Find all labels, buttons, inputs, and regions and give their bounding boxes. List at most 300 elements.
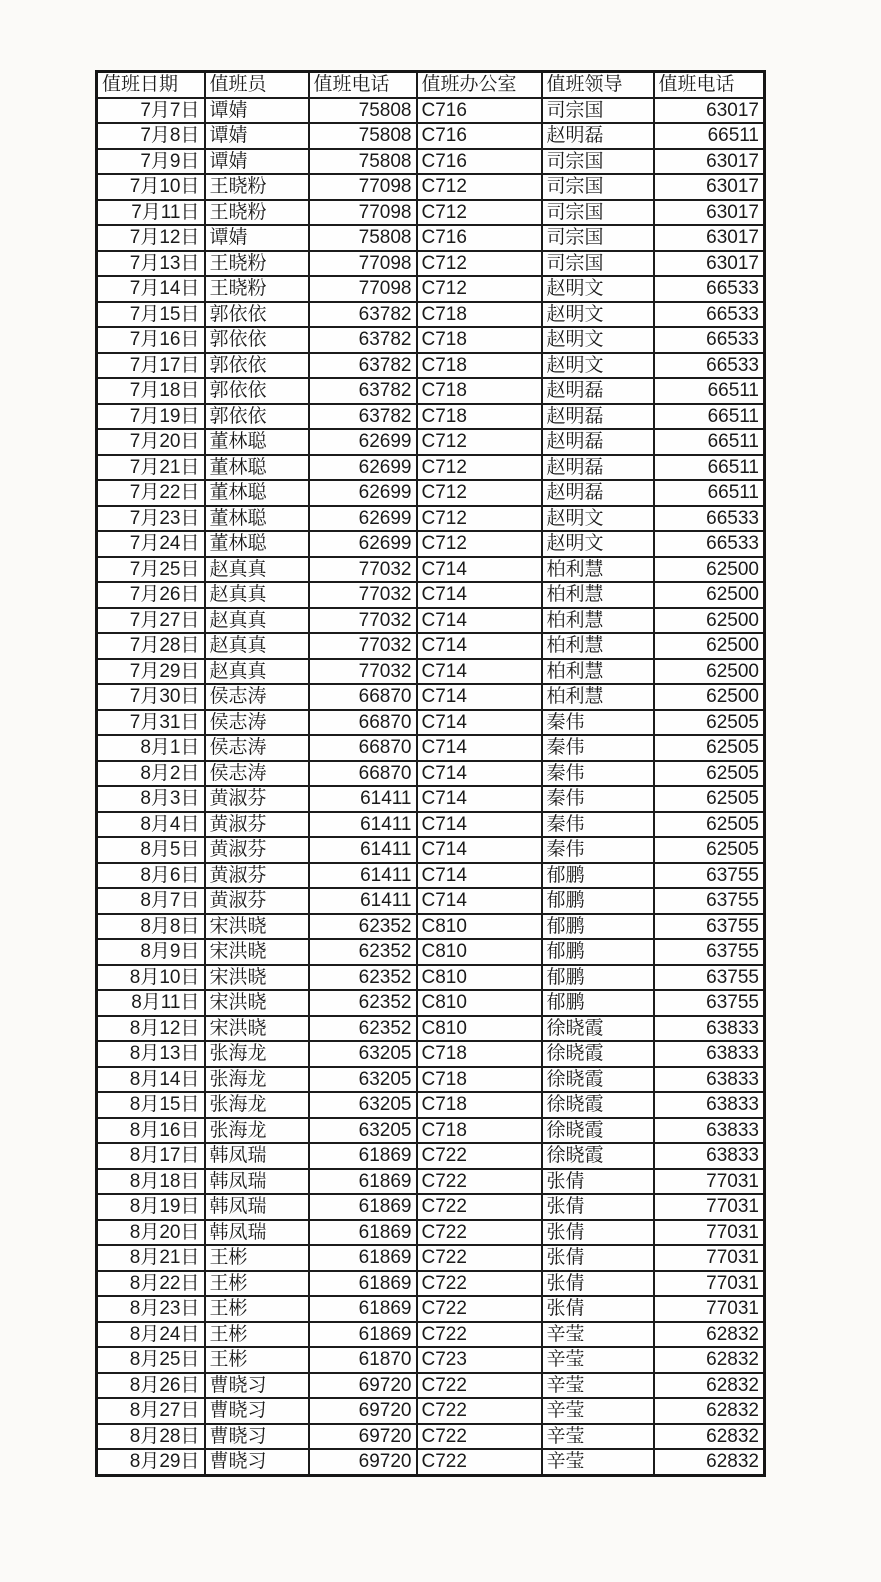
cell-person-phone: 62699 (309, 455, 417, 481)
cell-duty-office: C810 (417, 939, 542, 965)
cell-person-phone: 63205 (309, 1092, 417, 1118)
cell-duty-office: C722 (417, 1424, 542, 1450)
cell-person-phone: 61869 (309, 1169, 417, 1195)
cell-duty-leader: 秦伟 (542, 735, 654, 761)
cell-person-phone: 66870 (309, 710, 417, 736)
header-duty-office: 值班办公室 (417, 72, 542, 98)
cell-duty-date: 8月25日 (97, 1347, 205, 1373)
cell-duty-person: 赵真真 (205, 557, 309, 583)
cell-duty-person: 黄淑芬 (205, 863, 309, 889)
cell-person-phone: 62352 (309, 1016, 417, 1042)
cell-leader-phone: 63833 (654, 1118, 765, 1144)
cell-duty-leader: 秦伟 (542, 761, 654, 787)
cell-duty-date: 8月22日 (97, 1271, 205, 1297)
cell-person-phone: 75808 (309, 149, 417, 175)
cell-person-phone: 61869 (309, 1220, 417, 1246)
cell-leader-phone: 77031 (654, 1245, 765, 1271)
cell-leader-phone: 62832 (654, 1373, 765, 1399)
cell-duty-office: C714 (417, 710, 542, 736)
table-row (97, 200, 765, 226)
cell-duty-leader: 司宗国 (542, 149, 654, 175)
cell-duty-leader: 柏利慧 (542, 684, 654, 710)
cell-duty-person: 黄淑芬 (205, 888, 309, 914)
cell-leader-phone: 62505 (654, 735, 765, 761)
cell-duty-leader: 柏利慧 (542, 582, 654, 608)
cell-person-phone: 61869 (309, 1296, 417, 1322)
cell-duty-office: C712 (417, 251, 542, 277)
cell-duty-person: 宋洪晓 (205, 914, 309, 940)
cell-leader-phone: 66511 (654, 123, 765, 149)
cell-duty-leader: 柏利慧 (542, 557, 654, 583)
cell-leader-phone: 62832 (654, 1424, 765, 1450)
table-row (97, 608, 765, 634)
cell-duty-office: C718 (417, 404, 542, 430)
header-person-phone: 值班电话 (309, 72, 417, 98)
table-row (97, 404, 765, 430)
cell-duty-leader: 秦伟 (542, 812, 654, 838)
cell-duty-date: 7月16日 (97, 327, 205, 353)
table-row (97, 557, 765, 583)
table-row (97, 251, 765, 277)
cell-duty-office: C722 (417, 1322, 542, 1348)
cell-duty-date: 8月10日 (97, 965, 205, 991)
cell-person-phone: 66870 (309, 684, 417, 710)
cell-leader-phone: 77031 (654, 1194, 765, 1220)
cell-duty-leader: 徐晓霞 (542, 1041, 654, 1067)
cell-duty-date: 7月15日 (97, 302, 205, 328)
cell-duty-office: C810 (417, 1016, 542, 1042)
cell-duty-person: 张海龙 (205, 1067, 309, 1093)
cell-duty-office: C722 (417, 1143, 542, 1169)
cell-leader-phone: 63755 (654, 965, 765, 991)
cell-duty-office: C718 (417, 1118, 542, 1144)
cell-person-phone: 62699 (309, 506, 417, 532)
cell-duty-date: 8月2日 (97, 761, 205, 787)
cell-duty-date: 8月29日 (97, 1449, 205, 1475)
cell-duty-date: 8月14日 (97, 1067, 205, 1093)
cell-person-phone: 77032 (309, 633, 417, 659)
cell-duty-person: 侯志涛 (205, 761, 309, 787)
cell-duty-office: C714 (417, 786, 542, 812)
cell-duty-office: C718 (417, 353, 542, 379)
cell-duty-date: 8月26日 (97, 1373, 205, 1399)
cell-leader-phone: 63833 (654, 1143, 765, 1169)
cell-duty-leader: 郁鹏 (542, 863, 654, 889)
cell-duty-leader: 徐晓霞 (542, 1067, 654, 1093)
cell-duty-office: C712 (417, 506, 542, 532)
cell-person-phone: 61411 (309, 888, 417, 914)
cell-person-phone: 61870 (309, 1347, 417, 1373)
cell-person-phone: 61869 (309, 1271, 417, 1297)
cell-duty-person: 黄淑芬 (205, 786, 309, 812)
cell-leader-phone: 63833 (654, 1041, 765, 1067)
table-row (97, 837, 765, 863)
cell-duty-office: C723 (417, 1347, 542, 1373)
cell-duty-leader: 赵明文 (542, 302, 654, 328)
cell-leader-phone: 77031 (654, 1296, 765, 1322)
cell-leader-phone: 62500 (654, 659, 765, 685)
cell-person-phone: 75808 (309, 98, 417, 124)
cell-duty-leader: 郁鹏 (542, 939, 654, 965)
header-duty-leader: 值班领导 (542, 72, 654, 98)
cell-leader-phone: 63017 (654, 225, 765, 251)
cell-duty-leader: 张倩 (542, 1245, 654, 1271)
cell-duty-date: 8月16日 (97, 1118, 205, 1144)
cell-duty-person: 曹晓习 (205, 1398, 309, 1424)
cell-duty-leader: 郁鹏 (542, 965, 654, 991)
header-leader-phone: 值班电话 (654, 72, 765, 98)
cell-duty-date: 7月26日 (97, 582, 205, 608)
cell-duty-office: C714 (417, 633, 542, 659)
table-row (97, 888, 765, 914)
cell-duty-leader: 张倩 (542, 1220, 654, 1246)
cell-leader-phone: 63017 (654, 174, 765, 200)
cell-leader-phone: 62832 (654, 1322, 765, 1348)
table-row (97, 327, 765, 353)
cell-person-phone: 61411 (309, 786, 417, 812)
cell-duty-office: C716 (417, 149, 542, 175)
cell-duty-person: 谭婧 (205, 149, 309, 175)
cell-duty-person: 王晓粉 (205, 251, 309, 277)
table-row (97, 531, 765, 557)
cell-duty-date: 8月3日 (97, 786, 205, 812)
cell-duty-office: C718 (417, 1041, 542, 1067)
cell-duty-person: 董林聪 (205, 455, 309, 481)
cell-duty-leader: 秦伟 (542, 786, 654, 812)
cell-duty-date: 8月11日 (97, 990, 205, 1016)
cell-person-phone: 63782 (309, 327, 417, 353)
table-row (97, 1271, 765, 1297)
cell-duty-date: 8月1日 (97, 735, 205, 761)
cell-leader-phone: 62505 (654, 837, 765, 863)
table-row (97, 1245, 765, 1271)
cell-person-phone: 61869 (309, 1143, 417, 1169)
cell-duty-leader: 司宗国 (542, 251, 654, 277)
cell-duty-date: 7月29日 (97, 659, 205, 685)
cell-person-phone: 61869 (309, 1245, 417, 1271)
cell-leader-phone: 63017 (654, 149, 765, 175)
cell-duty-date: 8月28日 (97, 1424, 205, 1450)
cell-duty-office: C714 (417, 735, 542, 761)
cell-leader-phone: 77031 (654, 1220, 765, 1246)
table-row (97, 863, 765, 889)
cell-duty-person: 王彬 (205, 1296, 309, 1322)
cell-duty-person: 韩凤瑞 (205, 1169, 309, 1195)
cell-person-phone: 69720 (309, 1424, 417, 1450)
table-row (97, 1220, 765, 1246)
cell-duty-leader: 赵明磊 (542, 429, 654, 455)
cell-person-phone: 69720 (309, 1449, 417, 1475)
cell-leader-phone: 77031 (654, 1169, 765, 1195)
cell-duty-leader: 赵明磊 (542, 455, 654, 481)
cell-leader-phone: 63755 (654, 990, 765, 1016)
cell-duty-date: 8月6日 (97, 863, 205, 889)
cell-leader-phone: 66533 (654, 353, 765, 379)
cell-leader-phone: 66533 (654, 506, 765, 532)
cell-duty-person: 韩凤瑞 (205, 1220, 309, 1246)
cell-leader-phone: 66511 (654, 378, 765, 404)
cell-duty-date: 7月17日 (97, 353, 205, 379)
cell-duty-office: C712 (417, 200, 542, 226)
cell-duty-leader: 柏利慧 (542, 608, 654, 634)
cell-person-phone: 63205 (309, 1041, 417, 1067)
cell-duty-date: 7月24日 (97, 531, 205, 557)
cell-duty-date: 8月19日 (97, 1194, 205, 1220)
cell-duty-date: 7月11日 (97, 200, 205, 226)
cell-duty-leader: 司宗国 (542, 200, 654, 226)
cell-duty-office: C722 (417, 1169, 542, 1195)
table-row (97, 98, 765, 124)
cell-duty-office: C722 (417, 1398, 542, 1424)
cell-duty-person: 赵真真 (205, 633, 309, 659)
cell-duty-leader: 辛莹 (542, 1424, 654, 1450)
cell-duty-person: 王晓粉 (205, 200, 309, 226)
cell-leader-phone: 62505 (654, 812, 765, 838)
cell-duty-date: 8月20日 (97, 1220, 205, 1246)
cell-leader-phone: 62832 (654, 1449, 765, 1475)
cell-person-phone: 75808 (309, 123, 417, 149)
cell-person-phone: 63782 (309, 404, 417, 430)
cell-duty-office: C714 (417, 761, 542, 787)
cell-person-phone: 62352 (309, 965, 417, 991)
table-row (97, 1424, 765, 1450)
cell-leader-phone: 62500 (654, 582, 765, 608)
cell-duty-person: 张海龙 (205, 1041, 309, 1067)
cell-person-phone: 77032 (309, 557, 417, 583)
cell-duty-leader: 赵明磊 (542, 404, 654, 430)
cell-leader-phone: 63755 (654, 914, 765, 940)
cell-duty-date: 7月19日 (97, 404, 205, 430)
cell-person-phone: 62352 (309, 939, 417, 965)
cell-duty-leader: 徐晓霞 (542, 1143, 654, 1169)
cell-person-phone: 61411 (309, 837, 417, 863)
table-row (97, 735, 765, 761)
cell-leader-phone: 63017 (654, 200, 765, 226)
cell-duty-date: 8月9日 (97, 939, 205, 965)
cell-person-phone: 69720 (309, 1373, 417, 1399)
cell-duty-leader: 辛莹 (542, 1449, 654, 1475)
table-row (97, 149, 765, 175)
cell-duty-office: C712 (417, 276, 542, 302)
cell-leader-phone: 66511 (654, 480, 765, 506)
cell-duty-person: 郭依依 (205, 404, 309, 430)
cell-duty-office: C716 (417, 225, 542, 251)
cell-duty-person: 宋洪晓 (205, 990, 309, 1016)
table-row (97, 633, 765, 659)
cell-duty-person: 王彬 (205, 1245, 309, 1271)
cell-duty-person: 宋洪晓 (205, 965, 309, 991)
cell-person-phone: 62352 (309, 990, 417, 1016)
cell-duty-office: C718 (417, 378, 542, 404)
cell-duty-date: 7月31日 (97, 710, 205, 736)
table-row (97, 353, 765, 379)
cell-person-phone: 63782 (309, 353, 417, 379)
cell-duty-office: C718 (417, 302, 542, 328)
cell-duty-office: C810 (417, 990, 542, 1016)
cell-duty-leader: 司宗国 (542, 174, 654, 200)
table-row (97, 1347, 765, 1373)
cell-leader-phone: 66533 (654, 302, 765, 328)
cell-duty-person: 黄淑芬 (205, 837, 309, 863)
cell-person-phone: 63205 (309, 1067, 417, 1093)
cell-duty-leader: 辛莹 (542, 1347, 654, 1373)
cell-duty-date: 7月21日 (97, 455, 205, 481)
table-row (97, 378, 765, 404)
cell-duty-office: C712 (417, 429, 542, 455)
cell-duty-leader: 柏利慧 (542, 659, 654, 685)
cell-duty-leader: 张倩 (542, 1194, 654, 1220)
cell-duty-date: 7月22日 (97, 480, 205, 506)
cell-duty-leader: 赵明文 (542, 276, 654, 302)
table-row (97, 684, 765, 710)
cell-duty-person: 董林聪 (205, 480, 309, 506)
table-row (97, 786, 765, 812)
cell-duty-office: C714 (417, 582, 542, 608)
cell-duty-leader: 赵明文 (542, 531, 654, 557)
cell-duty-date: 7月27日 (97, 608, 205, 634)
cell-duty-person: 宋洪晓 (205, 939, 309, 965)
table-row (97, 1296, 765, 1322)
cell-duty-person: 张海龙 (205, 1118, 309, 1144)
cell-leader-phone: 63017 (654, 251, 765, 277)
cell-leader-phone: 63833 (654, 1067, 765, 1093)
cell-duty-leader: 徐晓霞 (542, 1092, 654, 1118)
cell-duty-date: 7月7日 (97, 98, 205, 124)
cell-duty-date: 8月23日 (97, 1296, 205, 1322)
cell-duty-date: 8月27日 (97, 1398, 205, 1424)
cell-person-phone: 62352 (309, 914, 417, 940)
table-row (97, 914, 765, 940)
cell-person-phone: 62699 (309, 429, 417, 455)
cell-duty-person: 张海龙 (205, 1092, 309, 1118)
cell-duty-leader: 郁鹏 (542, 990, 654, 1016)
cell-duty-date: 7月20日 (97, 429, 205, 455)
table-row (97, 1092, 765, 1118)
cell-person-phone: 63782 (309, 302, 417, 328)
cell-duty-date: 7月28日 (97, 633, 205, 659)
cell-leader-phone: 62500 (654, 557, 765, 583)
cell-duty-date: 7月12日 (97, 225, 205, 251)
cell-duty-office: C722 (417, 1245, 542, 1271)
table-row (97, 659, 765, 685)
table-row (97, 1398, 765, 1424)
table-row (97, 710, 765, 736)
cell-leader-phone: 62500 (654, 608, 765, 634)
cell-duty-leader: 赵明文 (542, 327, 654, 353)
cell-person-phone: 61411 (309, 863, 417, 889)
cell-leader-phone: 66533 (654, 531, 765, 557)
cell-duty-person: 郭依依 (205, 353, 309, 379)
cell-leader-phone: 63755 (654, 939, 765, 965)
table-row (97, 1373, 765, 1399)
header-duty-person: 值班员 (205, 72, 309, 98)
table-row (97, 506, 765, 532)
cell-duty-leader: 张倩 (542, 1169, 654, 1195)
cell-duty-office: C722 (417, 1271, 542, 1297)
cell-duty-date: 8月5日 (97, 837, 205, 863)
cell-duty-office: C714 (417, 684, 542, 710)
table-row (97, 761, 765, 787)
cell-leader-phone: 77031 (654, 1271, 765, 1297)
cell-duty-person: 侯志涛 (205, 684, 309, 710)
cell-duty-person: 侯志涛 (205, 710, 309, 736)
cell-leader-phone: 63833 (654, 1092, 765, 1118)
cell-duty-date: 7月8日 (97, 123, 205, 149)
table-row (97, 990, 765, 1016)
cell-duty-leader: 秦伟 (542, 837, 654, 863)
table-row (97, 1118, 765, 1144)
cell-duty-office: C714 (417, 608, 542, 634)
cell-leader-phone: 63017 (654, 98, 765, 124)
cell-duty-person: 王晓粉 (205, 276, 309, 302)
cell-leader-phone: 62500 (654, 684, 765, 710)
cell-duty-leader: 赵明磊 (542, 480, 654, 506)
cell-duty-person: 韩凤瑞 (205, 1143, 309, 1169)
cell-duty-date: 7月23日 (97, 506, 205, 532)
cell-duty-leader: 赵明磊 (542, 123, 654, 149)
cell-duty-date: 8月21日 (97, 1245, 205, 1271)
table-row (97, 1016, 765, 1042)
cell-duty-date: 7月30日 (97, 684, 205, 710)
cell-duty-date: 8月12日 (97, 1016, 205, 1042)
cell-leader-phone: 62832 (654, 1398, 765, 1424)
cell-duty-leader: 徐晓霞 (542, 1118, 654, 1144)
cell-duty-office: C714 (417, 863, 542, 889)
cell-duty-office: C810 (417, 965, 542, 991)
cell-duty-leader: 辛莹 (542, 1398, 654, 1424)
cell-duty-date: 8月17日 (97, 1143, 205, 1169)
cell-duty-leader: 赵明文 (542, 353, 654, 379)
cell-duty-office: C722 (417, 1373, 542, 1399)
cell-duty-date: 7月9日 (97, 149, 205, 175)
cell-duty-person: 谭婧 (205, 225, 309, 251)
table-row (97, 1449, 765, 1475)
cell-duty-person: 黄淑芬 (205, 812, 309, 838)
cell-duty-leader: 郁鹏 (542, 888, 654, 914)
cell-duty-date: 8月24日 (97, 1322, 205, 1348)
cell-leader-phone: 62505 (654, 761, 765, 787)
cell-duty-leader: 张倩 (542, 1271, 654, 1297)
cell-duty-person: 董林聪 (205, 506, 309, 532)
cell-person-phone: 77098 (309, 200, 417, 226)
table-row (97, 276, 765, 302)
table-row (97, 965, 765, 991)
cell-duty-person: 谭婧 (205, 123, 309, 149)
cell-duty-date: 7月25日 (97, 557, 205, 583)
cell-duty-office: C712 (417, 174, 542, 200)
cell-duty-person: 王彬 (205, 1271, 309, 1297)
cell-duty-date: 7月10日 (97, 174, 205, 200)
cell-duty-leader: 辛莹 (542, 1322, 654, 1348)
table-row (97, 225, 765, 251)
cell-duty-office: C722 (417, 1296, 542, 1322)
cell-duty-person: 曹晓习 (205, 1449, 309, 1475)
cell-duty-office: C722 (417, 1220, 542, 1246)
cell-duty-person: 曹晓习 (205, 1373, 309, 1399)
table-row (97, 302, 765, 328)
table-row (97, 429, 765, 455)
cell-duty-leader: 辛莹 (542, 1373, 654, 1399)
cell-duty-office: C714 (417, 557, 542, 583)
cell-duty-date: 8月15日 (97, 1092, 205, 1118)
table-row (97, 1322, 765, 1348)
cell-duty-person: 赵真真 (205, 659, 309, 685)
cell-person-phone: 62699 (309, 531, 417, 557)
cell-duty-date: 8月7日 (97, 888, 205, 914)
cell-duty-office: C718 (417, 1092, 542, 1118)
cell-duty-office: C712 (417, 480, 542, 506)
cell-person-phone: 69720 (309, 1398, 417, 1424)
